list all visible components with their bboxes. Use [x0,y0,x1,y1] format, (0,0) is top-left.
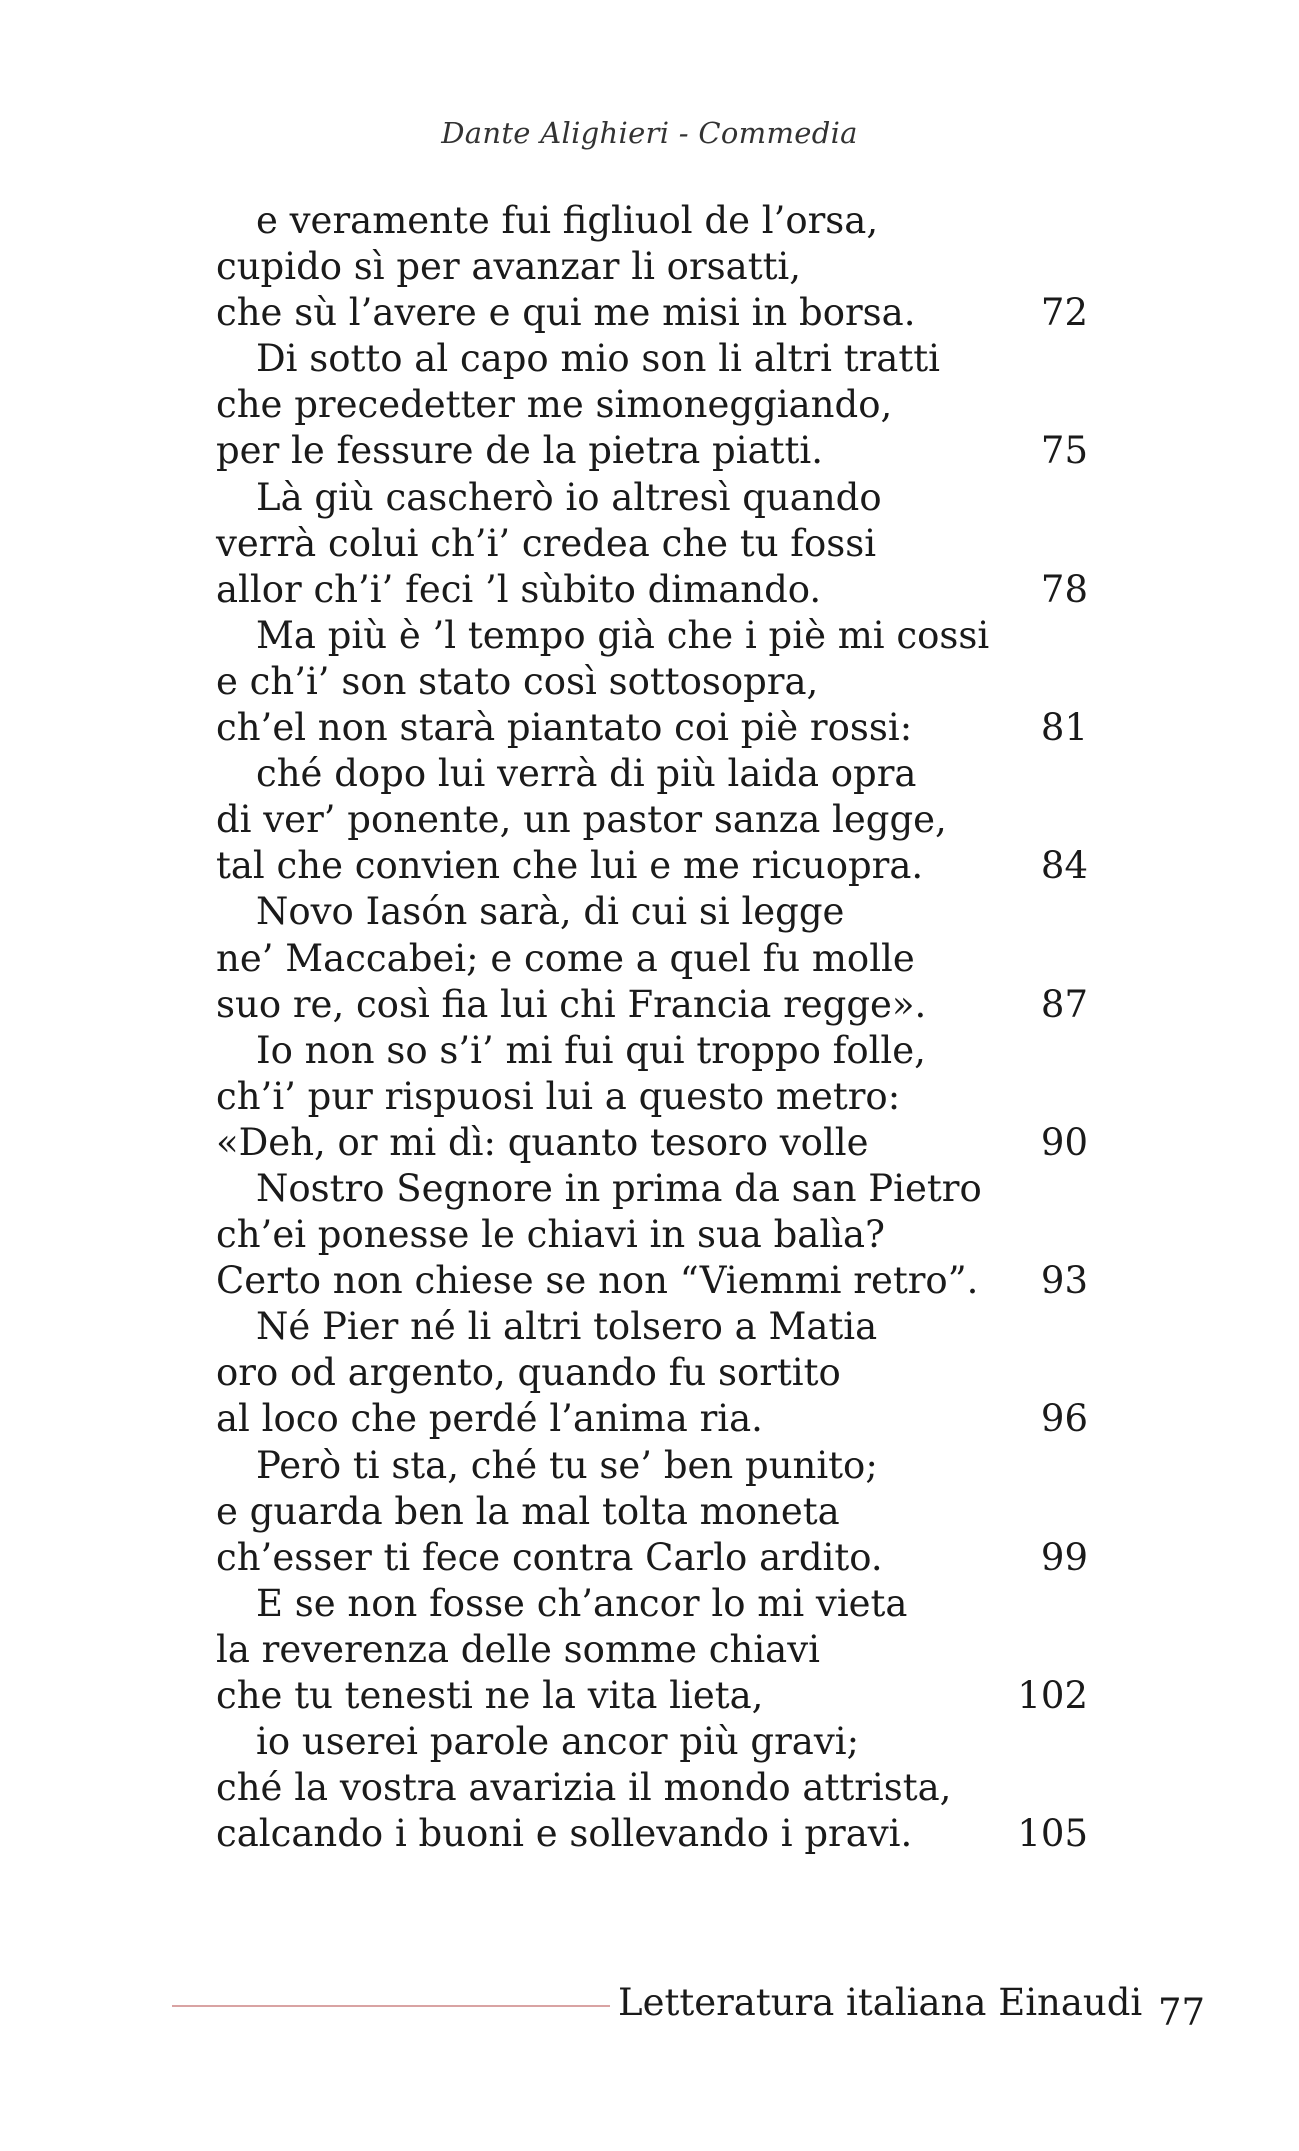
verse-line [216,1074,1088,1120]
verse-line [216,244,1088,290]
verse-text: e ch’i’ son stato così sottosopra, [216,659,819,703]
verse-text: tal che convien che lui e me ricuopra. [216,844,924,888]
verse-text: ch’ei ponesse le chiavi in sua balìa? [216,1213,885,1257]
verse-line [216,1719,1088,1765]
verse-line [216,1627,1088,1673]
verse-line [216,475,1088,521]
verse-line [216,1258,1088,1304]
verse-line [216,1581,1088,1627]
verse-line [216,1811,1088,1857]
verse-line [216,1120,1088,1166]
verse-number: 93 [1040,1259,1088,1303]
page-footer [0,1975,1299,2035]
verse-text: al loco che perdé l’anima ria. [216,1397,763,1441]
verse-line [216,1350,1088,1396]
verse-text: cupido sì per avanzar li orsatti, [216,245,802,289]
verse-line [216,1489,1088,1535]
verse-number: 78 [1040,567,1088,611]
verse-line [216,705,1088,751]
verse-line [216,843,1088,889]
verse-text: Io non so s’i’ mi fui qui troppo folle, [256,1028,926,1072]
verse-number: 90 [1040,1120,1088,1164]
verse-text: io userei parole ancor più gravi; [256,1720,860,1764]
verse-text: Certo non chiese se non “Viemmi retro”. [216,1259,979,1303]
verse-line [216,1765,1088,1811]
verse-line [216,1535,1088,1581]
footer-rule [172,2005,610,2007]
verse-text: e guarda ben la mal tolta moneta [216,1489,840,1533]
verse-line [216,567,1088,613]
verse-line [216,982,1088,1028]
verse-text: e veramente fui figliuol de l’orsa, [256,199,879,242]
verse-number: 96 [1040,1397,1088,1441]
verse-text: suo re, così fia lui chi Francia regge». [216,982,927,1026]
verse-line [216,1166,1088,1212]
verse-line [216,751,1088,797]
verse-number: 99 [1040,1535,1088,1579]
verse-line [216,290,1088,336]
verse-line [216,1212,1088,1258]
verse-line [216,797,1088,843]
verse-line [216,613,1088,659]
verse-line [216,1304,1088,1350]
verse-line [216,382,1088,428]
verse-text: ch’esser ti fece contra Carlo ardito. [216,1535,883,1579]
verse-line [216,659,1088,705]
verse-text: E se non fosse ch’ancor lo mi vieta [256,1581,908,1625]
verse-text: per le fessure de la pietra piatti. [216,429,823,473]
verse-text: Però ti sta, ché tu se’ ben punito; [256,1443,878,1487]
verse-text: Ma più è ’l tempo già che i piè mi cossi [256,613,990,657]
verse-line [216,1028,1088,1074]
verse-line [216,428,1088,474]
verse-line [216,1443,1088,1489]
verse-line [216,1673,1088,1719]
verse-number: 81 [1040,706,1088,750]
verse-text: allor ch’i’ feci ’l sùbito dimando. [216,567,822,611]
verse-line [216,336,1088,382]
poem-text [216,198,1088,1857]
verse-text: che sù l’avere e qui me misi in borsa. [216,291,916,335]
verse-text: «Deh, or mi dì: quanto tesoro volle [216,1120,869,1164]
running-head: Dante Alighieri - Commedia [441,116,858,150]
verse-text: Di sotto al capo mio son li altri tratti [256,337,940,381]
verse-text: la reverenza delle somme chiavi [216,1627,820,1671]
verse-text: verrà colui ch’i’ credea che tu fossi [216,521,877,565]
verse-text: calcando i buoni e sollevando i pravi. [216,1812,913,1856]
page-number: 77 [1158,1991,1206,2034]
verse-line [216,889,1088,935]
verse-text: Novo Iasón sarà, di cui si legge [256,890,845,934]
verse-number: 102 [1017,1674,1088,1717]
verse-number: 105 [1017,1812,1088,1856]
verse-number: 87 [1040,982,1088,1026]
verse-text: ne’ Maccabei; e come a quel fu molle [216,936,915,980]
verse-number: 72 [1040,291,1088,335]
verse-line [216,198,1088,244]
verse-text: Nostro Segnore in prima da san Pietro [256,1166,982,1210]
verse-line [216,1396,1088,1442]
verse-text: di ver’ ponente, un pastor sanza legge, [216,798,947,842]
verse-text: che precedetter me simoneggiando, [216,383,893,427]
verse-line [216,521,1088,567]
verse-text: ché la vostra avarizia il mondo attrista, [216,1766,952,1810]
verse-text: Né Pier né li altri tolsero a Matia [256,1305,878,1349]
verse-text: ché dopo lui verrà di più laida opra [256,752,917,796]
verse-number: 84 [1040,844,1088,888]
verse-text: oro od argento, quando fu sortito [216,1351,841,1395]
verse-number: 75 [1040,429,1088,473]
publisher-label: Letteratura italiana Einaudi [618,1981,1143,2024]
verse-text: ch’i’ pur rispuosi lui a questo metro: [216,1074,901,1118]
verse-line [216,936,1088,982]
verse-text: ch’el non starà piantato coi piè rossi: [216,706,913,750]
verse-text: che tu tenesti ne la vita lieta, [216,1674,764,1717]
verse-text: Là giù cascherò io altresì quando [256,475,882,519]
